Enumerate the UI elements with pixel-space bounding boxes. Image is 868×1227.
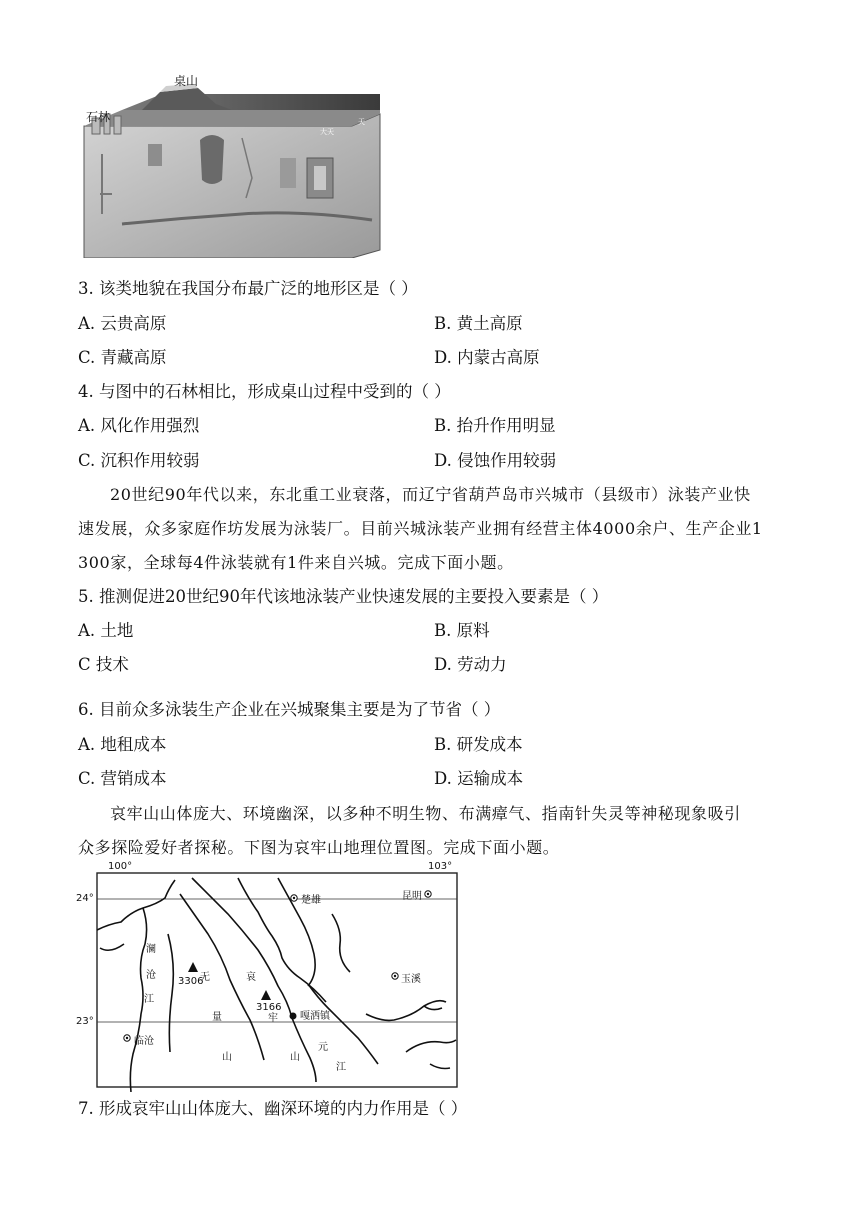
label-lancang-3: 江	[144, 994, 154, 1005]
passage2-line1: 哀牢山山体庞大、环境幽深，以多种不明生物、布满瘴气、指南针失灵等神秘现象吸引	[110, 804, 741, 823]
q4-option-d[interactable]: D. 侵蚀作用较弱	[434, 451, 557, 470]
label-yuanjiang-1: 元	[318, 1042, 328, 1053]
label-lon-103: 103°	[428, 861, 453, 872]
label-ailao-2: 牢	[268, 1013, 278, 1024]
label-lancang-1: 澜	[146, 944, 156, 955]
label-ailao-1: 哀	[246, 972, 256, 983]
q3-option-b[interactable]: B. 黄土高原	[434, 314, 523, 333]
landform-diagram-svg	[82, 74, 382, 258]
passage1-line1: 20世纪90年代以来，东北重工业衰落，而辽宁省葫芦岛市兴城市（县级市）泳装产业快	[110, 485, 751, 504]
q3-option-a[interactable]: A. 云贵高原	[78, 314, 167, 333]
q4-option-c[interactable]: C. 沉积作用较弱	[78, 451, 200, 470]
label-peak-3306: 3306	[178, 976, 204, 987]
q4-stem: 4. 与图中的石林相比，形成桌山过程中受到的（ ）	[78, 382, 451, 401]
q6-stem: 6. 目前众多泳装生产企业在兴城聚集主要是为了节省（ ）	[78, 700, 501, 719]
label-city-kunming: 昆明	[402, 891, 422, 902]
q6-option-d[interactable]: D. 运输成本	[434, 769, 524, 788]
label-town-gasa: 嘎洒镇	[300, 1011, 330, 1022]
svg-text:大天: 大天	[320, 128, 334, 136]
label-lat-23: 23°	[76, 1016, 94, 1027]
q5-option-a[interactable]: A. 土地	[78, 621, 134, 640]
q6-option-b[interactable]: B. 研发成本	[434, 735, 523, 754]
passage1-line3: 300家，全球每4件泳装就有1件来自兴城。完成下面小题。	[78, 553, 514, 572]
label-wuliang-1: 无	[200, 972, 210, 983]
ailao-location-map	[76, 861, 460, 1092]
label-lon-100: 100°	[108, 861, 133, 872]
q5-option-c[interactable]: C 技术	[78, 655, 129, 674]
label-peak-3166: 3166	[256, 1002, 282, 1013]
q3-stem: 3. 该类地貌在我国分布最广泛的地形区是（ ）	[78, 279, 418, 298]
svg-text:天: 天	[358, 118, 365, 126]
q5-stem: 5. 推测促进20世纪90年代该地泳装产业快速发展的主要投入要素是（ ）	[78, 587, 609, 606]
label-city-chuxiong: 楚雄	[301, 895, 321, 906]
q3-option-c[interactable]: C. 青藏高原	[78, 348, 167, 367]
q6-option-a[interactable]: A. 地租成本	[78, 735, 167, 754]
q4-option-a[interactable]: A. 风化作用强烈	[78, 416, 200, 435]
q4-option-b[interactable]: B. 抬升作用明显	[434, 416, 556, 435]
label-wuliang-2: 量	[212, 1012, 222, 1023]
label-stone-forest: 石林	[86, 110, 111, 124]
label-city-lincang: 临沧	[134, 1036, 154, 1047]
label-lancang-2: 沧	[146, 970, 156, 981]
q6-option-c[interactable]: C. 营销成本	[78, 769, 167, 788]
town-dot-icon	[290, 1013, 297, 1020]
label-ailao-3: 山	[290, 1052, 300, 1063]
q3-option-d[interactable]: D. 内蒙古高原	[434, 348, 540, 367]
q5-option-b[interactable]: B. 原料	[434, 621, 490, 640]
q5-option-d[interactable]: D. 劳动力	[434, 655, 507, 674]
label-lat-24: 24°	[76, 893, 94, 904]
q7-stem: 7. 形成哀牢山山体庞大、幽深环境的内力作用是（ ）	[78, 1099, 468, 1118]
label-table-mountain: 桌山	[174, 74, 199, 88]
passage1-line2: 速发展，众多家庭作坊发展为泳装厂。目前兴城泳装产业拥有经营主体4000余户、生产企业1	[78, 519, 763, 538]
passage2-line2: 众多探险爱好者探秘。下图为哀牢山地理位置图。完成下面小题。	[78, 838, 560, 857]
label-city-yuxi: 玉溪	[401, 974, 421, 985]
label-yuanjiang-2: 江	[336, 1062, 346, 1073]
label-wuliang-3: 山	[222, 1052, 232, 1063]
landform-block-diagram	[82, 74, 382, 258]
